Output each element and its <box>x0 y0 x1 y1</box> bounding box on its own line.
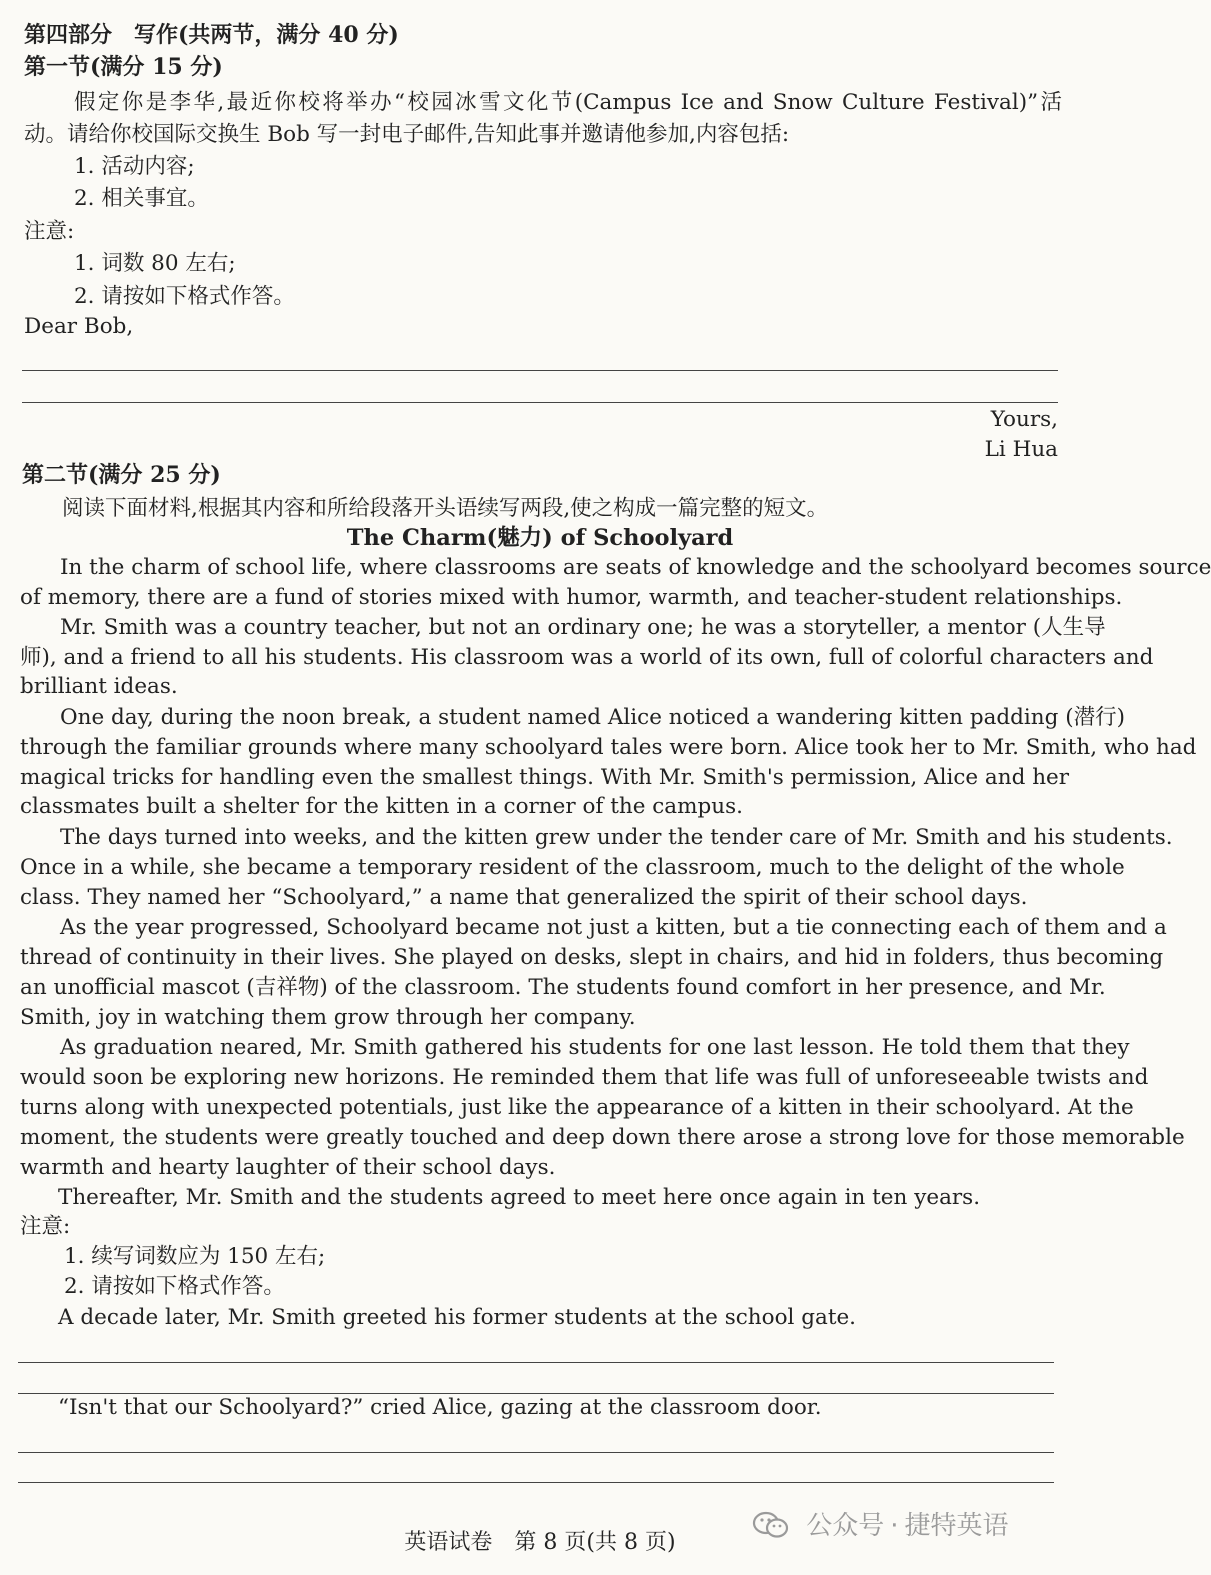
passage-line: of memory, there are a fund of stories mixed with humor, warmth, and teacher-student relationships. <box>20 585 1123 610</box>
letter-greeting: Dear Bob, <box>24 314 134 339</box>
watermark-separator: · <box>890 1511 899 1541</box>
answer-line <box>18 1452 1054 1453</box>
passage-line: class. They named her “Schoolyard,” a name that generalized the spirit of their school days. <box>20 885 1028 910</box>
passage-line: Mr. Smith was a country teacher, but not an ordinary one; he was a storyteller, a mentor (人生导 <box>60 615 1106 640</box>
section1-heading: 第一节(满分 15 分) <box>24 54 223 80</box>
passage-line: One day, during the noon break, a student named Alice noticed a wandering kitten padding (潜行) <box>60 705 1126 730</box>
passage-line: Once in a while, she became a temporary resident of the classroom, much to the delight of the whole <box>20 855 1125 880</box>
answer-line <box>22 370 1058 371</box>
section1-item-2: 2. 相关事宜。 <box>74 186 209 211</box>
passage-line: would soon be exploring new horizons. He reminded them that life was full of unforeseeable twists and <box>20 1065 1149 1090</box>
letter-signature: Li Hua <box>984 437 1058 462</box>
section1-prompt-line1: 假定你是李华,最近你校将举办“校园冰雪文化节(Campus Ice and Snow Culture Festival)”活 <box>74 90 1062 115</box>
passage-line: As the year progressed, Schoolyard became not just a kitten, but a tie connecting each of them and a <box>60 915 1167 940</box>
part-heading: 第四部分 写作(共两节，满分 40 分) <box>24 22 399 48</box>
passage-line: Thereafter, Mr. Smith and the students agreed to meet here once again in ten years. <box>58 1185 981 1210</box>
passage-line: through the familiar grounds where many schoolyard tales were born. Alice took her to Mr. Smith, who had <box>20 735 1197 760</box>
section1-item-1: 1. 活动内容; <box>74 154 195 179</box>
passage-line: Smith, joy in watching them grow through her company. <box>20 1005 636 1030</box>
passage-line: thread of continuity in their lives. She played on desks, slept in chairs, and hid in folders, thus becoming <box>20 945 1164 970</box>
answer-line <box>18 1482 1054 1483</box>
passage-line: turns along with unexpected potentials, just like the appearance of a kitten in their schoolyard. At the <box>20 1095 1134 1120</box>
passage-line: magical tricks for handling even the smallest things. With Mr. Smith's permission, Alice and her <box>20 765 1070 790</box>
passage-line: In the charm of school life, where classrooms are seats of knowledge and the schoolyard becomes source <box>60 555 1211 580</box>
paragraph1-opening: A decade later, Mr. Smith greeted his former students at the school gate. <box>58 1305 857 1330</box>
passage-line: an unofficial mascot (吉祥物) of the classroom. The students found comfort in her presence, and Mr. <box>20 975 1106 1000</box>
answer-line <box>22 402 1058 403</box>
passage-line: brilliant ideas. <box>20 674 178 699</box>
watermark-account: 捷特英语 <box>904 1511 1009 1541</box>
section2-note-2: 2. 请按如下格式作答。 <box>64 1274 285 1299</box>
passage-line: The days turned into weeks, and the kitten grew under the tender care of Mr. Smith and his students. <box>60 825 1173 850</box>
passage-line: As graduation neared, Mr. Smith gathered his students for one last lesson. He told them that they <box>60 1035 1130 1060</box>
section1-note-2: 2. 请按如下格式作答。 <box>74 284 295 309</box>
passage-line: classmates built a shelter for the kitten in a corner of the campus. <box>20 794 743 819</box>
watermark-label: 公众号 <box>806 1511 885 1541</box>
section2-heading: 第二节(满分 25 分) <box>22 462 221 488</box>
section2-note-1: 1. 续写词数应为 150 左右; <box>64 1244 326 1269</box>
passage-title: The Charm(魅力) of Schoolyard <box>346 525 734 551</box>
passage-line: warmth and hearty laughter of their school days. <box>20 1155 556 1180</box>
letter-closing: Yours, <box>990 407 1058 432</box>
passage-line: 师), and a friend to all his students. His classroom was a world of its own, full of colorful characters and <box>20 645 1154 670</box>
section2-instruction: 阅读下面材料,根据其内容和所给段落开头语续写两段,使之构成一篇完整的短文。 <box>62 496 829 521</box>
section2-note-label: 注意: <box>20 1214 71 1239</box>
passage-line: moment, the students were greatly touched and deep down there arose a strong love for those memorable <box>20 1125 1185 1150</box>
section1-note-1: 1. 词数 80 左右; <box>74 251 236 276</box>
section1-note-label: 注意: <box>24 219 75 244</box>
paragraph2-opening: “Isn't that our Schoolyard?” cried Alice, gazing at the classroom door. <box>58 1395 822 1420</box>
section1-prompt-line2: 动。请给你校国际交换生 Bob 写一封电子邮件,告知此事并邀请他参加,内容包括: <box>24 122 790 147</box>
page-footer: 英语试卷 第 8 页(共 8 页) <box>404 1530 676 1555</box>
answer-line <box>18 1362 1054 1363</box>
